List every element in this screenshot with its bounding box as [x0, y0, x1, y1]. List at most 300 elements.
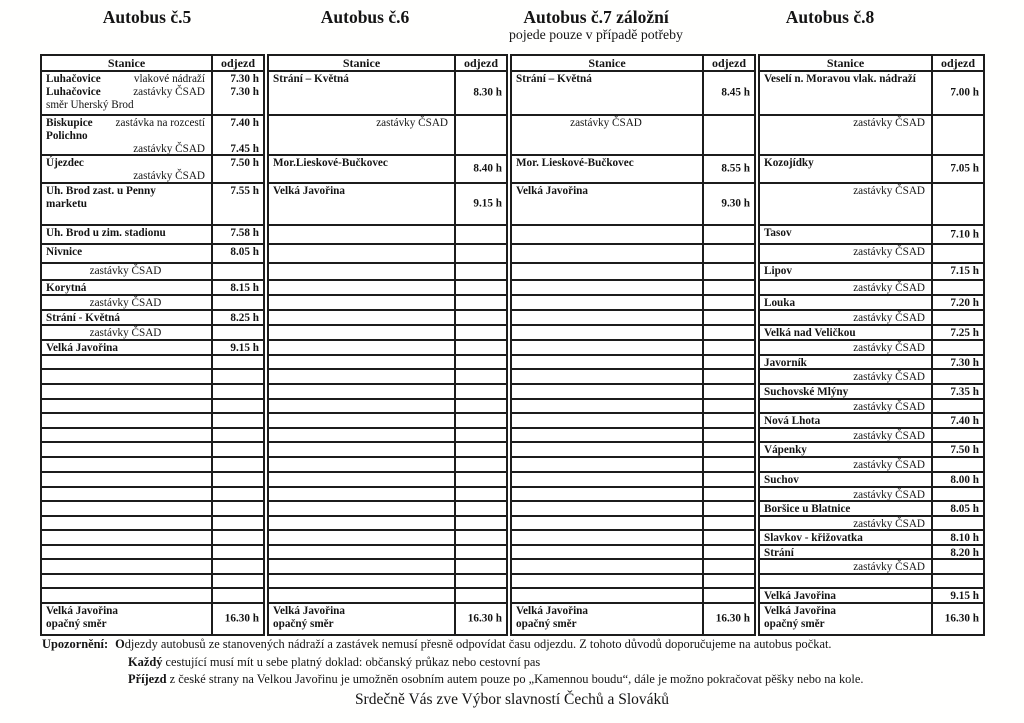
table-row [42, 311, 263, 326]
station-cell [269, 116, 454, 154]
departure-cell [454, 531, 506, 544]
station-cell [512, 589, 702, 602]
table-row [760, 341, 983, 356]
table-row [42, 604, 263, 634]
station-cell [760, 184, 931, 224]
departure-cell [702, 575, 754, 587]
departure-cell [454, 429, 506, 441]
station-text-line: zastávky ČSAD [853, 401, 925, 412]
departure-cell [454, 245, 506, 262]
station-cell [512, 385, 702, 398]
departure-time: 8.25 h [230, 312, 259, 324]
departure-cell [931, 531, 983, 544]
table-row [42, 341, 263, 356]
station-text-line: zastávky ČSAD [133, 170, 205, 182]
departure-cell [454, 502, 506, 515]
departure-cell [931, 341, 983, 354]
departure-time: 8.10 h [950, 532, 979, 544]
departure-column-header: odjezd [702, 56, 754, 70]
station-text-line: směr Uherský Brod [46, 99, 134, 112]
table-row [760, 414, 983, 429]
station-cell [760, 264, 931, 279]
table-row [269, 296, 506, 311]
station-cell [512, 341, 702, 354]
departure-cell [931, 385, 983, 398]
departure-time: 7.30 h [230, 73, 259, 85]
departure-cell [454, 400, 506, 412]
station-cell [42, 429, 211, 441]
station-cell [512, 296, 702, 309]
station-cell [269, 226, 454, 243]
departure-cell [211, 560, 263, 573]
station-cell [760, 281, 931, 294]
table-row [269, 589, 506, 604]
station-cell [42, 604, 211, 634]
departure-cell [702, 296, 754, 309]
departure-column-header: odjezd [211, 56, 263, 70]
station-cell [760, 370, 931, 383]
table-row [760, 281, 983, 296]
departure-cell [702, 311, 754, 324]
station-text-line: Suchov [764, 474, 799, 486]
departure-time: 9.15 h [473, 197, 502, 210]
departure-cell [931, 473, 983, 486]
table-row [269, 400, 506, 414]
departure-cell [702, 589, 754, 602]
station-cell [512, 458, 702, 471]
departure-cell [454, 560, 506, 573]
departure-time: 7.50 h [950, 444, 979, 456]
departure-cell [702, 531, 754, 544]
station-cell [760, 245, 931, 262]
departure-cell [211, 458, 263, 471]
table-row [512, 429, 754, 443]
table-row [42, 473, 263, 488]
station-text-line: Strání – Květná [273, 73, 349, 85]
departure-cell [454, 488, 506, 500]
table-row [269, 488, 506, 502]
departure-time: 7.10 h [950, 227, 979, 240]
table-row [42, 116, 263, 156]
station-text-line: Velká Javořina [764, 590, 837, 602]
departure-time: 9.30 h [721, 197, 750, 210]
departure-cell [454, 311, 506, 324]
departure-cell [454, 370, 506, 383]
departure-cell [702, 560, 754, 573]
table-row [42, 356, 263, 370]
table-row [42, 414, 263, 429]
departure-time: 7.35 h [950, 386, 979, 398]
table-row [512, 264, 754, 281]
departure-cell [702, 226, 754, 243]
station-cell [760, 604, 931, 634]
departure-cell [702, 281, 754, 294]
note-1-text: djezdy autobusů ze stanovených nádraží a zastávek nemusí přesně odpovídat času odjezdu. Z tohoto důvodů doporučujeme na autobus počkat. [124, 637, 832, 651]
table-row [269, 429, 506, 443]
table-row [760, 531, 983, 546]
table-row [42, 429, 263, 443]
table-row [760, 575, 983, 589]
table-row [42, 281, 263, 296]
station-cell [760, 296, 931, 309]
departure-cell [931, 604, 983, 634]
station-text-line: Suchovské Mlýny [764, 386, 849, 398]
station-cell [42, 531, 211, 544]
table-row [42, 546, 263, 560]
departure-time: 7.58 h [230, 227, 259, 239]
table-row [269, 226, 506, 245]
table-row [760, 443, 983, 458]
departure-time: 7.25 h [950, 327, 979, 339]
station-cell [42, 264, 211, 279]
station-cell [269, 517, 454, 529]
bus-table-4 [758, 54, 985, 636]
invitation-line: Srdečně Vás zve Výbor slavností Čechů a Slováků [354, 691, 670, 708]
station-cell [512, 604, 702, 634]
table-row [269, 341, 506, 356]
table-row [269, 560, 506, 575]
station-cell [269, 245, 454, 262]
station-cell [512, 400, 702, 412]
departure-time: 8.40 h [473, 162, 502, 175]
station-cell [269, 296, 454, 309]
departure-cell [931, 245, 983, 262]
station-cell [42, 356, 211, 368]
departure-cell [931, 311, 983, 324]
station-cell [760, 156, 931, 182]
station-cell [512, 311, 702, 324]
station-text-line: zastávky ČSAD [853, 518, 925, 529]
table-row [269, 116, 506, 156]
departure-cell [211, 370, 263, 383]
station-cell [760, 473, 931, 486]
table-row [512, 443, 754, 458]
table-row [512, 72, 754, 116]
station-text-line: Mor.Lieskové-Bučkovec [273, 157, 388, 169]
departure-cell [211, 226, 263, 243]
note-2-text: cestující musí mít u sebe platný doklad: občanský průkaz nebo cestovní pas [162, 654, 541, 669]
station-text-line: zastávky ČSAD [853, 312, 925, 324]
departure-cell [211, 488, 263, 500]
station-cell [269, 589, 454, 602]
station-text-line: Újezdec [46, 157, 84, 169]
departure-cell [211, 116, 263, 154]
station-cell [42, 226, 211, 243]
station-cell [269, 429, 454, 441]
timetable-tables [40, 54, 985, 636]
note-line-2 [128, 654, 982, 672]
table-row [42, 370, 263, 385]
station-text-line: Tasov [764, 227, 792, 239]
station-cell [42, 326, 211, 339]
table-row [512, 341, 754, 356]
table-row [269, 575, 506, 589]
departure-time: 7.30 h [230, 86, 259, 99]
station-text-line: zastávky ČSAD [853, 489, 925, 500]
departure-cell [931, 326, 983, 339]
station-cell [42, 560, 211, 573]
table-row [760, 517, 983, 531]
station-cell [42, 72, 211, 114]
note-2-bold: Každý [128, 654, 163, 669]
station-cell [760, 414, 931, 427]
departure-cell [211, 517, 263, 529]
station-cell [512, 502, 702, 515]
station-cell [512, 356, 702, 368]
table-row [269, 311, 506, 326]
station-cell [760, 326, 931, 339]
bus-table-2 [267, 54, 508, 636]
station-cell [269, 604, 454, 634]
station-cell [760, 546, 931, 558]
departure-time: 7.50 h [230, 157, 259, 169]
departure-time: 8.55 h [721, 162, 750, 175]
table-row [42, 517, 263, 531]
station-cell [42, 517, 211, 529]
departure-cell [931, 502, 983, 515]
table-row [42, 296, 263, 311]
station-text-line: zastávky ČSAD [853, 185, 925, 197]
station-column-header: Stanice [826, 56, 865, 70]
departure-cell [211, 341, 263, 354]
station-cell [512, 575, 702, 587]
table-row [512, 458, 754, 473]
departure-time: 16.30 h [944, 612, 979, 625]
departure-time: 8.15 h [230, 282, 259, 294]
departure-cell [702, 604, 754, 634]
table-row [760, 264, 983, 281]
table-row [512, 356, 754, 370]
departure-time: 9.15 h [950, 590, 979, 602]
station-text-line: Velká Javořina [516, 605, 589, 617]
station-text-line: zastávky ČSAD [853, 430, 925, 441]
table-row [42, 264, 263, 281]
table-row [269, 546, 506, 560]
departure-cell [454, 296, 506, 309]
station-cell [42, 589, 211, 602]
departure-cell [454, 326, 506, 339]
table-row [42, 531, 263, 546]
departure-cell [454, 385, 506, 398]
departure-cell [454, 264, 506, 279]
table-row [269, 604, 506, 634]
departure-time: 7.45 h [230, 143, 259, 154]
table-row [42, 502, 263, 517]
table-row [269, 184, 506, 226]
departure-cell [702, 72, 754, 114]
station-cell [269, 575, 454, 587]
table-row [512, 488, 754, 502]
station-cell [269, 502, 454, 515]
station-cell [42, 281, 211, 294]
station-text-line: Strání – Květná [516, 73, 592, 85]
station-cell [760, 400, 931, 412]
departure-cell [454, 458, 506, 471]
departure-cell [931, 429, 983, 441]
station-text-line: Mor. Lieskové-Bučkovec [516, 157, 634, 169]
station-text-line: zastávky ČSAD [89, 297, 162, 309]
bus-6-title: Autobus č.6 [320, 7, 410, 27]
table-row [269, 443, 506, 458]
departure-cell [702, 458, 754, 471]
departure-cell [931, 356, 983, 368]
station-cell [760, 502, 931, 515]
departure-cell [931, 264, 983, 279]
departure-cell [211, 385, 263, 398]
station-text-line: Velká Javořina [516, 185, 589, 197]
departure-time: 8.20 h [950, 547, 979, 558]
station-text-line: Korytná [46, 282, 87, 294]
departure-cell [702, 341, 754, 354]
station-text-line: Strání [764, 547, 794, 558]
table-row [760, 326, 983, 341]
departure-cell [931, 156, 983, 182]
table-row [512, 370, 754, 385]
station-cell [512, 184, 702, 224]
station-cell [42, 414, 211, 427]
table-row [42, 72, 263, 116]
station-text-line: zastávky ČSAD [853, 117, 925, 129]
table-row [512, 156, 754, 184]
table-row [42, 560, 263, 575]
table-row [512, 400, 754, 414]
station-text-line: Velká Javořina [273, 185, 346, 197]
departure-cell [211, 184, 263, 224]
departure-time: 8.05 h [230, 246, 259, 258]
departure-cell [454, 473, 506, 486]
note-line-3 [128, 671, 982, 689]
station-text-line: Boršice u Blatnice [764, 503, 851, 515]
table-row [269, 385, 506, 400]
departure-cell [454, 226, 506, 243]
station-text-line: zastávky ČSAD [853, 342, 925, 354]
table-row [512, 311, 754, 326]
station-cell [512, 443, 702, 456]
note-line-1 [42, 636, 982, 654]
departure-cell [702, 356, 754, 368]
departure-cell [702, 326, 754, 339]
departure-cell [931, 575, 983, 587]
station-cell [42, 473, 211, 486]
station-text-line: Louka [764, 297, 796, 309]
table-row [512, 502, 754, 517]
station-cell [760, 575, 931, 587]
note-3-bold: Příjezd [128, 672, 167, 687]
table-row [42, 400, 263, 414]
station-cell [269, 443, 454, 456]
departure-cell [454, 589, 506, 602]
station-cell [42, 502, 211, 515]
table-row [512, 517, 754, 531]
station-cell [760, 458, 931, 471]
station-text-line: Uh. Brod zast. u Penny [46, 185, 156, 197]
note-1-bold: O [115, 637, 125, 651]
station-text-line: Javorník [764, 357, 807, 368]
station-cell [760, 443, 931, 456]
station-text-line: zastávky ČSAD [853, 459, 925, 471]
departure-cell [931, 296, 983, 309]
departure-cell [702, 546, 754, 558]
departure-cell [702, 400, 754, 412]
departure-cell [211, 72, 263, 114]
station-text-line: opačný směr [764, 618, 825, 631]
table-row [760, 385, 983, 400]
bus-5-title: Autobus č.5 [102, 7, 192, 27]
departure-cell [931, 414, 983, 427]
table-row [269, 356, 506, 370]
departure-cell [211, 429, 263, 441]
table-row [760, 184, 983, 226]
table-row [269, 326, 506, 341]
station-cell [512, 370, 702, 383]
station-cell [269, 326, 454, 339]
departure-cell [454, 575, 506, 587]
departure-cell [931, 72, 983, 114]
table-row [760, 245, 983, 264]
station-text-line: Velká Javořina [46, 342, 119, 354]
departure-cell [702, 414, 754, 427]
bus-table-3 [510, 54, 756, 636]
station-text-line: Nivnice [46, 246, 83, 258]
bus-8-title: Autobus č.8 [785, 7, 875, 27]
station-cell [269, 72, 454, 114]
station-cell [760, 226, 931, 243]
departure-time: 7.15 h [950, 265, 979, 277]
departure-cell [454, 341, 506, 354]
station-cell [760, 72, 931, 114]
station-cell [512, 156, 702, 182]
station-text-line: Velká Javořina [46, 605, 119, 617]
departure-cell [211, 264, 263, 279]
table-header-row [760, 56, 983, 72]
departure-cell [211, 443, 263, 456]
departure-cell [211, 281, 263, 294]
station-cell [269, 560, 454, 573]
station-cell [512, 429, 702, 441]
table-row [269, 245, 506, 264]
departure-cell [702, 473, 754, 486]
departure-cell [702, 488, 754, 500]
table-row [760, 311, 983, 326]
station-cell [512, 245, 702, 262]
station-cell [42, 443, 211, 456]
table-row [269, 370, 506, 385]
departure-cell [454, 546, 506, 558]
station-cell [42, 546, 211, 558]
departure-cell [454, 443, 506, 456]
station-cell [760, 429, 931, 441]
table-row [42, 226, 263, 245]
station-text-line: Luhačovice zastávky ČSAD [46, 86, 205, 99]
departure-cell [211, 473, 263, 486]
table-row [512, 245, 754, 264]
table-row [760, 458, 983, 473]
station-text-line: zastávky ČSAD [853, 246, 925, 258]
table-row [760, 560, 983, 575]
departure-cell [211, 326, 263, 339]
table-header-row [42, 56, 263, 72]
table-row [269, 264, 506, 281]
station-cell [512, 326, 702, 339]
table-row [512, 531, 754, 546]
departure-cell [211, 311, 263, 324]
station-cell [42, 400, 211, 412]
departure-cell [702, 443, 754, 456]
departure-cell [454, 356, 506, 368]
table-row [512, 326, 754, 341]
station-cell [269, 356, 454, 368]
station-cell [512, 560, 702, 573]
